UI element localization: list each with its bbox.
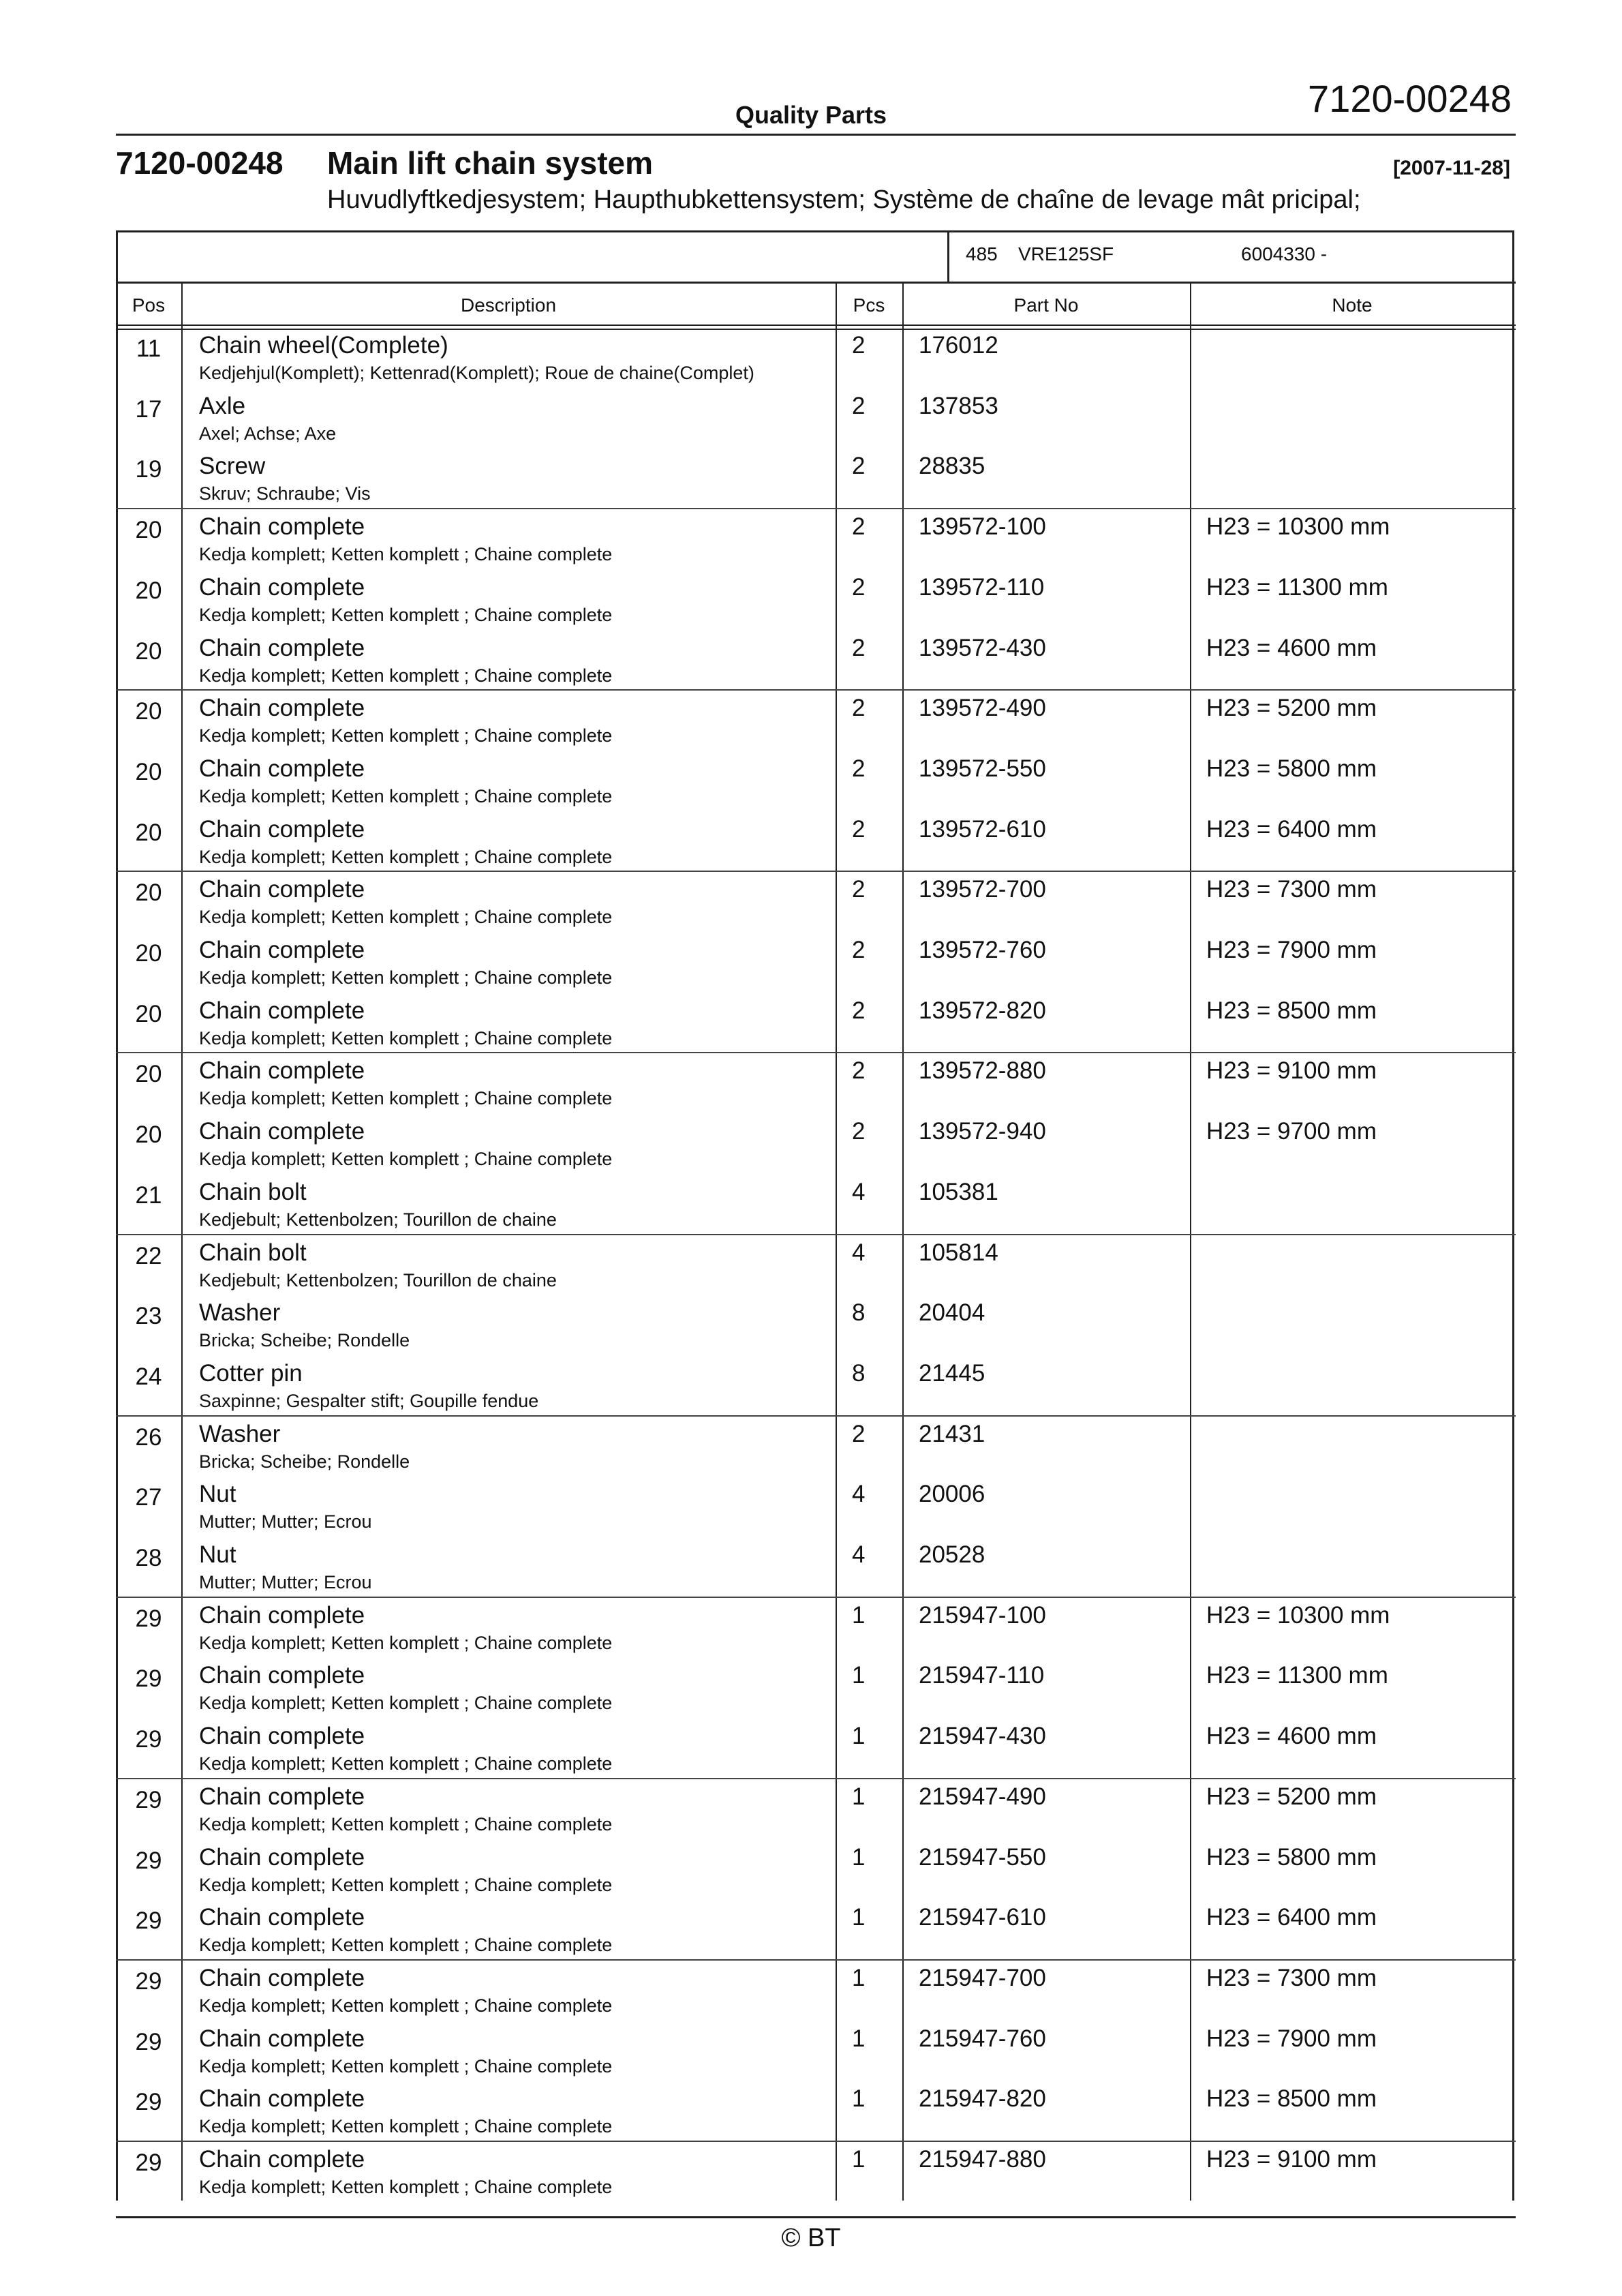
row-note: H23 = 8500 mm [1206, 997, 1377, 1024]
row-pos: 23 [135, 1303, 162, 1330]
row-description-translations: Mutter; Mutter; Ecrou [199, 1572, 372, 1592]
row-pos: 29 [135, 2089, 162, 2116]
row-part-no: 215947-430 [919, 1723, 1046, 1750]
row-note: H23 = 7900 mm [1206, 937, 1377, 963]
header-label: Quality Parts [735, 101, 887, 129]
row-note: H23 = 10300 mm [1206, 1601, 1390, 1629]
row-pos: 20 [135, 1061, 162, 1088]
row-note: H23 = 11300 mm [1206, 1662, 1388, 1689]
row-description-translations: Kedja komplett; Ketten komplett ; Chaine complete [199, 1995, 613, 2016]
row-pcs: 2 [852, 392, 866, 419]
row-description-translations: Kedja komplett; Ketten komplett ; Chaine complete [199, 846, 613, 867]
row-note: H23 = 10300 mm [1206, 513, 1390, 541]
row-part-no: 215947-550 [919, 1843, 1046, 1871]
row-pos: 29 [135, 1665, 162, 1693]
row-pcs: 1 [852, 2025, 866, 2052]
row-pcs: 1 [852, 1723, 866, 1750]
row-description: Chain wheel(Complete) [199, 332, 448, 359]
model-serial: 6004330 - [1241, 243, 1328, 265]
group-rule [116, 1959, 1516, 1961]
row-description: Chain bolt [199, 1178, 307, 1205]
row-description: Chain complete [199, 815, 365, 843]
row-pcs: 1 [852, 1601, 866, 1629]
row-note: H23 = 7300 mm [1206, 876, 1377, 903]
row-description-translations: Kedja komplett; Ketten komplett ; Chaine complete [199, 785, 613, 806]
row-description: Chain complete [199, 1843, 365, 1871]
row-pcs: 2 [852, 755, 866, 782]
row-description: Nut [199, 1541, 236, 1568]
row-pos: 17 [135, 395, 162, 423]
row-note: H23 = 7900 mm [1206, 2025, 1377, 2052]
row-description: Washer [199, 1299, 281, 1327]
row-pos: 27 [135, 1484, 162, 1511]
model-code: 485 [966, 243, 998, 265]
column-divider [836, 282, 837, 2201]
title-code: 7120-00248 [116, 145, 284, 181]
row-part-no: 139572-820 [919, 997, 1046, 1024]
row-part-no: 137853 [919, 392, 998, 419]
row-description-translations: Kedja komplett; Ketten komplett ; Chaine complete [199, 2055, 613, 2076]
row-pcs: 1 [852, 1662, 866, 1689]
row-note: H23 = 5800 mm [1206, 1843, 1377, 1871]
row-pcs: 2 [852, 634, 866, 661]
row-note: H23 = 9100 mm [1206, 2146, 1377, 2173]
row-pos: 29 [135, 1786, 162, 1813]
row-note: H23 = 6400 mm [1206, 1904, 1377, 1931]
document-number: 7120-00248 [1308, 77, 1512, 120]
column-header-note: Note [1332, 294, 1373, 316]
row-description: Chain complete [199, 695, 365, 722]
row-note: H23 = 9100 mm [1206, 1057, 1377, 1085]
row-pcs: 2 [852, 695, 866, 722]
row-pos: 29 [135, 1726, 162, 1753]
row-description-translations: Kedja komplett; Ketten komplett ; Chaine complete [199, 1027, 613, 1048]
row-description: Chain complete [199, 513, 365, 541]
row-description: Chain complete [199, 755, 365, 782]
row-description-translations: Kedja komplett; Ketten komplett ; Chaine complete [199, 725, 613, 746]
group-rule [116, 1052, 1516, 1053]
row-pos: 29 [135, 1907, 162, 1935]
row-pcs: 1 [852, 1904, 866, 1931]
row-description-translations: Kedja komplett; Ketten komplett ; Chaine complete [199, 1693, 613, 1714]
row-pos: 29 [135, 2028, 162, 2055]
row-description: Chain complete [199, 876, 365, 903]
row-pcs: 8 [852, 1359, 866, 1387]
row-part-no: 105381 [919, 1178, 998, 1205]
model-row-divider [947, 230, 949, 282]
row-pos: 20 [135, 577, 162, 604]
row-description: Chain complete [199, 1601, 365, 1629]
row-description: Axle [199, 392, 246, 419]
row-pos: 29 [135, 1967, 162, 1995]
row-pos: 20 [135, 758, 162, 785]
row-pcs: 1 [852, 2085, 866, 2113]
row-pcs: 2 [852, 453, 866, 480]
row-description-translations: Kedja komplett; Ketten komplett ; Chaine complete [199, 665, 613, 686]
row-description-translations: Kedja komplett; Ketten komplett ; Chaine complete [199, 2116, 613, 2137]
row-pos: 20 [135, 698, 162, 725]
column-header-pos: Pos [132, 294, 166, 316]
header-row-rule [116, 329, 1516, 330]
row-part-no: 20528 [919, 1541, 985, 1568]
row-pcs: 2 [852, 513, 866, 541]
row-description-translations: Kedja komplett; Ketten komplett ; Chaine complete [199, 1149, 613, 1170]
row-part-no: 139572-100 [919, 513, 1046, 541]
row-pcs: 2 [852, 937, 866, 963]
row-pcs: 2 [852, 1118, 866, 1145]
row-pcs: 2 [852, 876, 866, 903]
row-description-translations: Saxpinne; Gespalter stift; Goupille fendue [199, 1390, 539, 1411]
row-part-no: 21431 [919, 1420, 985, 1447]
row-note: H23 = 4600 mm [1206, 1723, 1377, 1750]
row-pos: 20 [135, 517, 162, 544]
row-description: Chain complete [199, 1723, 365, 1750]
row-note: H23 = 5200 mm [1206, 1783, 1377, 1810]
row-description: Chain complete [199, 2146, 365, 2173]
row-pcs: 4 [852, 1239, 866, 1266]
row-pcs: 2 [852, 815, 866, 843]
row-pos: 11 [136, 335, 162, 362]
row-description: Chain complete [199, 1904, 365, 1931]
row-part-no: 215947-700 [919, 1964, 1046, 1991]
row-pcs: 8 [852, 1299, 866, 1327]
row-description: Chain complete [199, 1118, 365, 1145]
row-description: Chain bolt [199, 1239, 307, 1266]
row-pcs: 4 [852, 1481, 866, 1508]
row-pcs: 2 [852, 1057, 866, 1085]
row-pos: 20 [135, 1000, 162, 1027]
row-description-translations: Kedja komplett; Ketten komplett ; Chaine complete [199, 1813, 613, 1834]
row-part-no: 139572-610 [919, 815, 1046, 843]
row-description-translations: Kedja komplett; Ketten komplett ; Chaine complete [199, 907, 613, 928]
group-rule [116, 1415, 1516, 1417]
row-part-no: 139572-430 [919, 634, 1046, 661]
row-description: Chain complete [199, 2085, 365, 2113]
row-description: Chain complete [199, 573, 365, 601]
row-note: H23 = 8500 mm [1206, 2085, 1377, 2113]
row-description: Chain complete [199, 997, 365, 1024]
row-part-no: 215947-610 [919, 1904, 1046, 1931]
row-pos: 20 [135, 637, 162, 665]
row-description: Cotter pin [199, 1359, 303, 1387]
row-description-translations: Kedja komplett; Ketten komplett ; Chaine complete [199, 1874, 613, 1895]
column-divider [902, 282, 904, 2201]
column-divider [181, 282, 183, 2201]
row-part-no: 139572-550 [919, 755, 1046, 782]
row-description-translations: Kedja komplett; Ketten komplett ; Chaine complete [199, 1935, 613, 1956]
row-pos: 19 [135, 456, 162, 483]
row-pcs: 1 [852, 1783, 866, 1810]
row-description: Chain complete [199, 1662, 365, 1689]
row-part-no: 139572-110 [919, 573, 1045, 601]
row-pcs: 4 [852, 1178, 866, 1205]
row-description-translations: Kedjebult; Kettenbolzen; Tourillon de chaine [199, 1269, 557, 1290]
footer-rule [116, 2216, 1516, 2218]
header-row-rule [116, 324, 1516, 326]
page-title: Main lift chain system [327, 145, 654, 181]
row-description-translations: Kedja komplett; Ketten komplett ; Chaine complete [199, 1088, 613, 1109]
group-rule [116, 1778, 1516, 1779]
row-pos: 29 [135, 2149, 162, 2176]
row-description-translations: Kedja komplett; Ketten komplett ; Chaine complete [199, 2177, 613, 2197]
row-note: H23 = 5200 mm [1206, 695, 1377, 722]
row-description: Chain complete [199, 1964, 365, 1991]
row-description-translations: Bricka; Scheibe; Rondelle [199, 1451, 410, 1472]
row-description-translations: Kedja komplett; Ketten komplett ; Chaine complete [199, 967, 613, 988]
row-part-no: 139572-880 [919, 1057, 1046, 1085]
column-header-description: Description [460, 294, 557, 316]
row-pcs: 2 [852, 332, 866, 359]
row-description-translations: Kedja komplett; Ketten komplett ; Chaine complete [199, 1753, 613, 1774]
row-note: H23 = 6400 mm [1206, 815, 1377, 843]
row-note: H23 = 4600 mm [1206, 634, 1377, 661]
row-description-translations: Mutter; Mutter; Ecrou [199, 1511, 372, 1532]
row-part-no: 215947-110 [919, 1662, 1045, 1689]
model-name: VRE125SF [1018, 243, 1114, 265]
row-part-no: 20006 [919, 1481, 985, 1508]
row-description-translations: Kedja komplett; Ketten komplett ; Chaine complete [199, 604, 613, 625]
row-part-no: 139572-700 [919, 876, 1046, 903]
title-date: [2007-11-28] [1393, 157, 1510, 179]
row-pcs: 1 [852, 1843, 866, 1871]
row-description-translations: Kedjebult; Kettenbolzen; Tourillon de chaine [199, 1209, 557, 1230]
row-description: Screw [199, 453, 266, 480]
row-description: Chain complete [199, 634, 365, 661]
row-pos: 20 [135, 819, 162, 846]
row-part-no: 21445 [919, 1359, 985, 1387]
row-description-translations: Kedja komplett; Ketten komplett ; Chaine complete [199, 1632, 613, 1653]
row-description-translations: Bricka; Scheibe; Rondelle [199, 1330, 410, 1351]
row-description: Chain complete [199, 1057, 365, 1085]
group-rule [116, 689, 1516, 691]
row-pos: 21 [135, 1181, 162, 1209]
group-rule [116, 1234, 1516, 1235]
group-rule [116, 2141, 1516, 2142]
row-pcs: 2 [852, 1420, 866, 1447]
row-part-no: 215947-490 [919, 1783, 1046, 1810]
header-rule [116, 134, 1516, 136]
row-pos: 20 [135, 879, 162, 907]
row-description: Nut [199, 1481, 236, 1508]
row-part-no: 139572-940 [919, 1118, 1046, 1145]
row-note: H23 = 5800 mm [1206, 755, 1377, 782]
column-divider [1190, 282, 1191, 2201]
group-rule [116, 871, 1516, 872]
row-description-translations: Kedja komplett; Ketten komplett ; Chaine complete [199, 544, 613, 565]
row-part-no: 139572-490 [919, 695, 1046, 722]
row-pos: 20 [135, 940, 162, 967]
row-pos: 24 [135, 1363, 162, 1390]
title-translations: Huvudlyftkedjesystem; Haupthubkettensystem; Système de chaîne de levage mât pricipal; [327, 185, 1361, 214]
row-part-no: 215947-820 [919, 2085, 1046, 2113]
row-pos: 22 [135, 1242, 162, 1269]
row-part-no: 215947-880 [919, 2146, 1046, 2173]
group-rule [116, 1597, 1516, 1598]
row-pcs: 2 [852, 997, 866, 1024]
row-part-no: 215947-760 [919, 2025, 1046, 2052]
row-part-no: 215947-100 [919, 1601, 1046, 1629]
row-part-no: 28835 [919, 453, 985, 480]
row-pos: 20 [135, 1121, 162, 1149]
column-header-part-no: Part No [1013, 294, 1079, 316]
row-description-translations: Axel; Achse; Axe [199, 423, 337, 444]
row-pcs: 1 [852, 2146, 866, 2173]
row-part-no: 139572-760 [919, 937, 1046, 963]
model-row-rule [116, 282, 1516, 284]
row-pos: 29 [135, 1605, 162, 1632]
row-pos: 28 [135, 1545, 162, 1571]
row-pos: 26 [135, 1423, 162, 1451]
row-description: Chain complete [199, 937, 365, 963]
footer-copyright: © BT [781, 2224, 841, 2252]
row-description: Chain complete [199, 2025, 365, 2052]
row-description: Washer [199, 1420, 281, 1447]
row-pos: 29 [135, 1847, 162, 1874]
row-description-translations: Kedjehjul(Komplett); Kettenrad(Komplett); Roue de chaine(Complet) [199, 363, 754, 383]
row-pcs: 4 [852, 1541, 866, 1568]
row-description-translations: Skruv; Schraube; Vis [199, 483, 371, 504]
row-pcs: 1 [852, 1964, 866, 1991]
row-note: H23 = 9700 mm [1206, 1118, 1377, 1145]
row-part-no: 105814 [919, 1239, 998, 1266]
group-rule [116, 508, 1516, 509]
row-note: H23 = 11300 mm [1206, 573, 1388, 601]
row-note: H23 = 7300 mm [1206, 1964, 1377, 1991]
row-part-no: 176012 [919, 332, 998, 359]
row-part-no: 20404 [919, 1299, 985, 1327]
row-pcs: 2 [852, 573, 866, 601]
column-header-pcs: Pcs [853, 294, 885, 316]
row-description: Chain complete [199, 1783, 365, 1810]
